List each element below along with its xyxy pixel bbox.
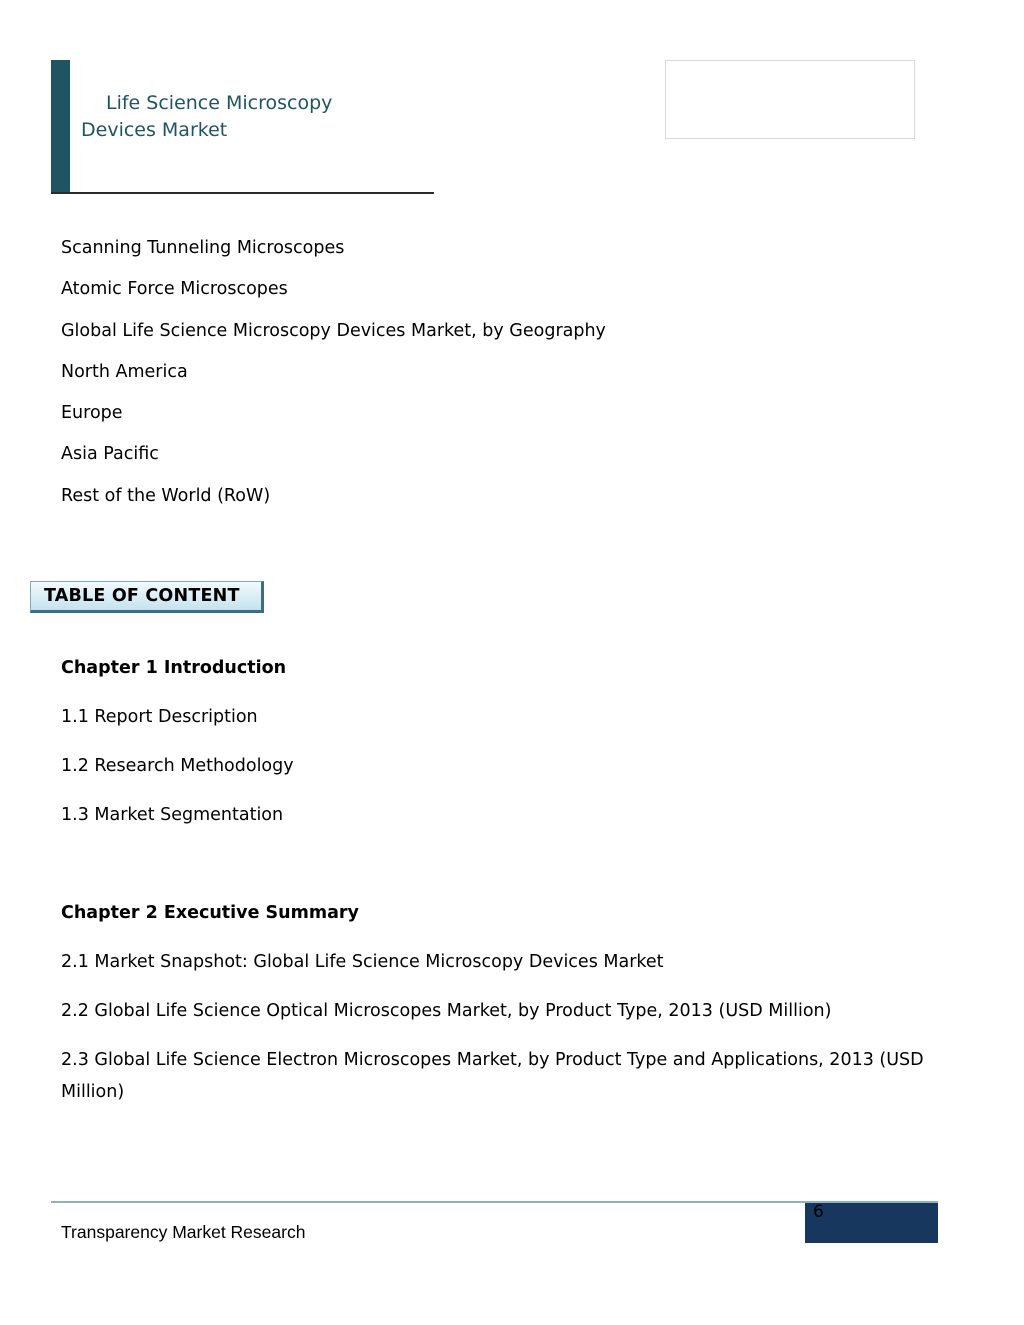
list-item: Global Life Science Microscopy Devices Market, by Geography [61, 320, 606, 341]
document-title-line2: Devices Market [81, 119, 228, 141]
chapter-1-title: Chapter 1 Introduction [61, 658, 287, 678]
header-accent-bar [51, 60, 70, 194]
header-divider [51, 192, 434, 194]
list-item: Rest of the World (RoW) [61, 485, 271, 506]
chapter-2-title: Chapter 2 Executive Summary [61, 903, 359, 923]
list-item: Europe [61, 403, 123, 424]
list-item: Scanning Tunneling Microscopes [61, 238, 345, 258]
toc-item: 1.1 Report Description [61, 707, 258, 727]
list-item: Asia Pacific [61, 444, 159, 465]
footer-publisher: Transparency Market Research [61, 1222, 306, 1242]
chapter-1-items [61, 701, 294, 848]
list-item: North America [61, 361, 188, 382]
toc-item: 2.2 Global Life Science Optical Microscopes Market, by Product Type, 2013 (USD Million) [61, 1001, 832, 1021]
toc-item: 1.2 Research Methodology [61, 756, 294, 776]
document-title [81, 90, 332, 144]
logo-placeholder [665, 60, 915, 139]
toc-item: 2.1 Market Snapshot: Global Life Science Microscopy Devices Market [61, 952, 664, 972]
toc-item: 1.3 Market Segmentation [61, 805, 284, 825]
segmentation-list [61, 236, 606, 525]
document-title-line1: Life Science Microscopy [106, 92, 333, 114]
page-number: 6 [813, 1202, 824, 1222]
chapter-2-items [61, 946, 941, 1125]
toc-item: 2.3 Global Life Science Electron Microscopes Market, by Product Type and Applications, 2013 (USD Million) [61, 1050, 924, 1102]
page-number-box [805, 1203, 938, 1243]
list-item: Atomic Force Microscopes [61, 279, 288, 300]
table-of-content-heading: TABLE OF CONTENT [30, 581, 264, 613]
